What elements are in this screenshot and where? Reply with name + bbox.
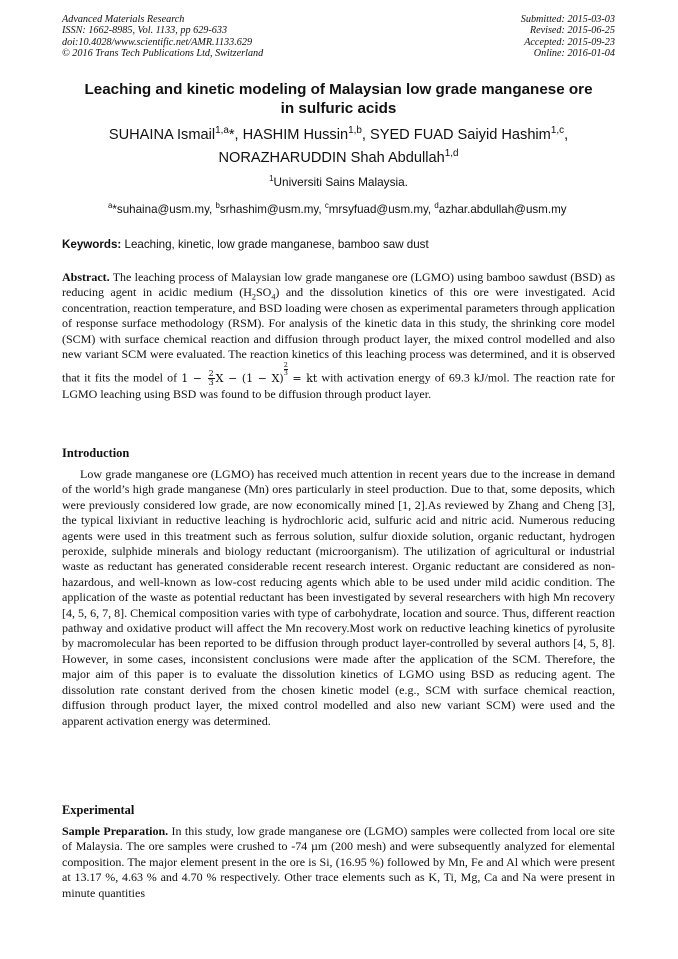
kinetic-equation (181, 361, 318, 388)
abstract-text-3: with activation energy of 69.3 kJ/mol. The reaction rate for LGMO leaching using BSD was found to be diffusion through product layer. (62, 370, 615, 402)
abstract-text-so: SO (256, 285, 272, 300)
authors-line-1 (62, 124, 615, 147)
section-heading-introduction: Introduction (62, 446, 130, 460)
author-2-name: HASHIM Hussin (242, 127, 349, 143)
keywords (62, 238, 429, 251)
journal-doi: doi:10.4028/www.scientific.net/AMR.1133.629 (62, 36, 253, 48)
email-b-sup: b (215, 201, 220, 211)
author-2-suffix: , (361, 127, 370, 143)
abstract (62, 270, 615, 403)
author-3-sup: 1,c (550, 125, 565, 137)
eq-rhs: = kt (287, 371, 318, 385)
author-list (62, 124, 615, 170)
eq-frac-den: 3 (208, 378, 214, 388)
email-a[interactable]: *suhaina@usm.my, (112, 203, 216, 216)
author-emails (108, 203, 567, 216)
email-c[interactable]: mrsyfuad@usm.my, (328, 203, 435, 216)
paper-title (62, 80, 615, 118)
author-1-sup: 1,a (215, 125, 229, 137)
author-3-suffix: , (564, 127, 569, 143)
sample-preparation-paragraph (62, 824, 615, 901)
email-d[interactable]: azhar.abdullah@usm.my (438, 203, 567, 216)
abstract-text-2: ) and the dissolution kinetics of this ore were investigated. Acid concentration, reaction temperature, and BSD loading were chosen as experimental parameters through application of response surface methodology (RSM). For analysis of the kinetic data in this study, the shrinking core model (SCM) with surface chemical reaction and diffusion through product layer, the mixed control modelled and also new variant SCM were evaluated. The reaction kinetics of this leaching process was determined, and it is observed that it fits the model of (62, 285, 615, 385)
author-3-name: SYED FUAD Saiyid Hashim (369, 127, 551, 143)
email-b[interactable]: srhashim@usm.my, (219, 203, 325, 216)
title-line-1: Leaching and kinetic modeling of Malaysian low grade manganese ore (84, 81, 593, 98)
sample-preparation-text: In this study, low grade manganese ore (LGMO) samples were collected from local ore site of Malaysia. The ore samples were crushed to -74 µm (200 mesh) and were subsequently analyzed for elemental composition. The major element present in the ore is Si, (16.95 %) followed by Mn, Fe and Al which were present at 13.17 %, 4.63 % and 4.70 % respectively. Other trace elements such as K, Ti, Mg, Ca and Na were present in minute quantities (62, 824, 616, 900)
email-d-sup: d (434, 201, 439, 211)
title-line-2: in sulfuric acids (280, 100, 397, 117)
date-revised: Revised: 2015-06-25 (529, 25, 615, 37)
keywords-text: Leaching, kinetic, low grade manganese, bamboo saw dust (121, 238, 429, 251)
introduction-paragraph: Low grade manganese ore (LGMO) has received much attention in recent years due to the increase in demand of the world’s high grade manganese (Mn) ores particularly in steel production. Due to that, some deposits, which were previously considered low grade, are now economically mined [1, 2].As reviewed by Zhang and Cheng [3], the typical lixiviant in reductive leaching is hydrochloric acid, sulfuric acid and nitric acid. Numerous reducing agents were used in this treatment such as ferrous solution, sulfur dioxide solution, organic reductant, hydrogen peroxide, sulphide minerals and biology reductant (microorganism). The utilization of agricultural or industrial waste as reductant has generated considerable recent research interest. Organic reductant are considered as non-hazardous, and well-known as low-cost reducing agents which able to be used under mild acidic condition. The application of the waste as potential reductant has been investigated by several researchers with high Mn recovery [4, 5, 6, 7, 8]. Chemical composition varies with type of carbohydrate, location and source. Thus, different reaction pathway and oxidative product will affect the Mn recovery.Most work on reductive leaching kinetics of pyrolusite by macromolecular has been reported to be diffusion through product layer-controlled by several authors [4, 5, 8]. However, in some cases, inconsistent conclusions were made after the application of the SCM. Therefore, the major aim of this paper is to evaluate the dissolution kinetics of LGMO using BSD as reducing agent. The dissolution rate constant derived from the chosen kinetic model (e.g., SCM with surface chemical reaction, diffusion through product layer, the mixed control modelled and also new variant SCM) were used and the apparent activation energy was determined. (62, 467, 615, 728)
affiliation-sup: 1 (269, 174, 274, 184)
sample-preparation-label: Sample Preparation. (62, 824, 169, 838)
section-heading-experimental: Experimental (62, 803, 135, 817)
email-a-sup: a (108, 201, 113, 211)
eq-frac-num: 2 (208, 369, 214, 379)
abstract-label: Abstract. (62, 270, 110, 284)
journal-copyright: © 2016 Trans Tech Publications Ltd, Switzerland (62, 48, 264, 60)
affiliation (62, 175, 615, 189)
email-c-sup: c (324, 201, 329, 211)
keywords-label: Keywords: (62, 238, 122, 251)
date-submitted: Submitted: 2015-03-03 (520, 14, 615, 25)
eq-exp-num: 2 (283, 361, 288, 370)
author-1-suffix: *, (228, 127, 243, 143)
date-online: Online: 2016-01-04 (533, 48, 615, 60)
author-2-sup: 1,b (348, 125, 362, 137)
journal-issn: ISSN: 1662-8985, Vol. 1133, pp 629-633 (62, 25, 228, 37)
author-4-sup: 1,d (444, 148, 459, 160)
eq-fraction (208, 370, 215, 387)
author-4-name: NORAZHARUDDIN Shah Abdullah (218, 150, 445, 166)
author-1-name: SUHAINA Ismail (108, 127, 216, 143)
affiliation-text: Universiti Sains Malaysia. (273, 175, 408, 189)
eq-x-term: X − (1 − X) (215, 371, 284, 385)
date-accepted: Accepted: 2015-09-23 (524, 36, 615, 48)
abstract-sub-1: 2 (251, 292, 256, 302)
eq-exp-den: 3 (283, 368, 288, 377)
abstract-sub-2: 4 (271, 292, 276, 302)
eq-one: 1 − (181, 371, 207, 385)
publication-dates (521, 14, 615, 60)
abstract-text-1: The leaching process of Malaysian low grade manganese ore (LGMO) using bamboo sawdust (BSD) as reducing agent in acidic medium (H (62, 270, 615, 300)
authors-line-2 (62, 147, 615, 170)
journal-name: Advanced Materials Research (62, 14, 185, 25)
journal-info (62, 14, 263, 60)
